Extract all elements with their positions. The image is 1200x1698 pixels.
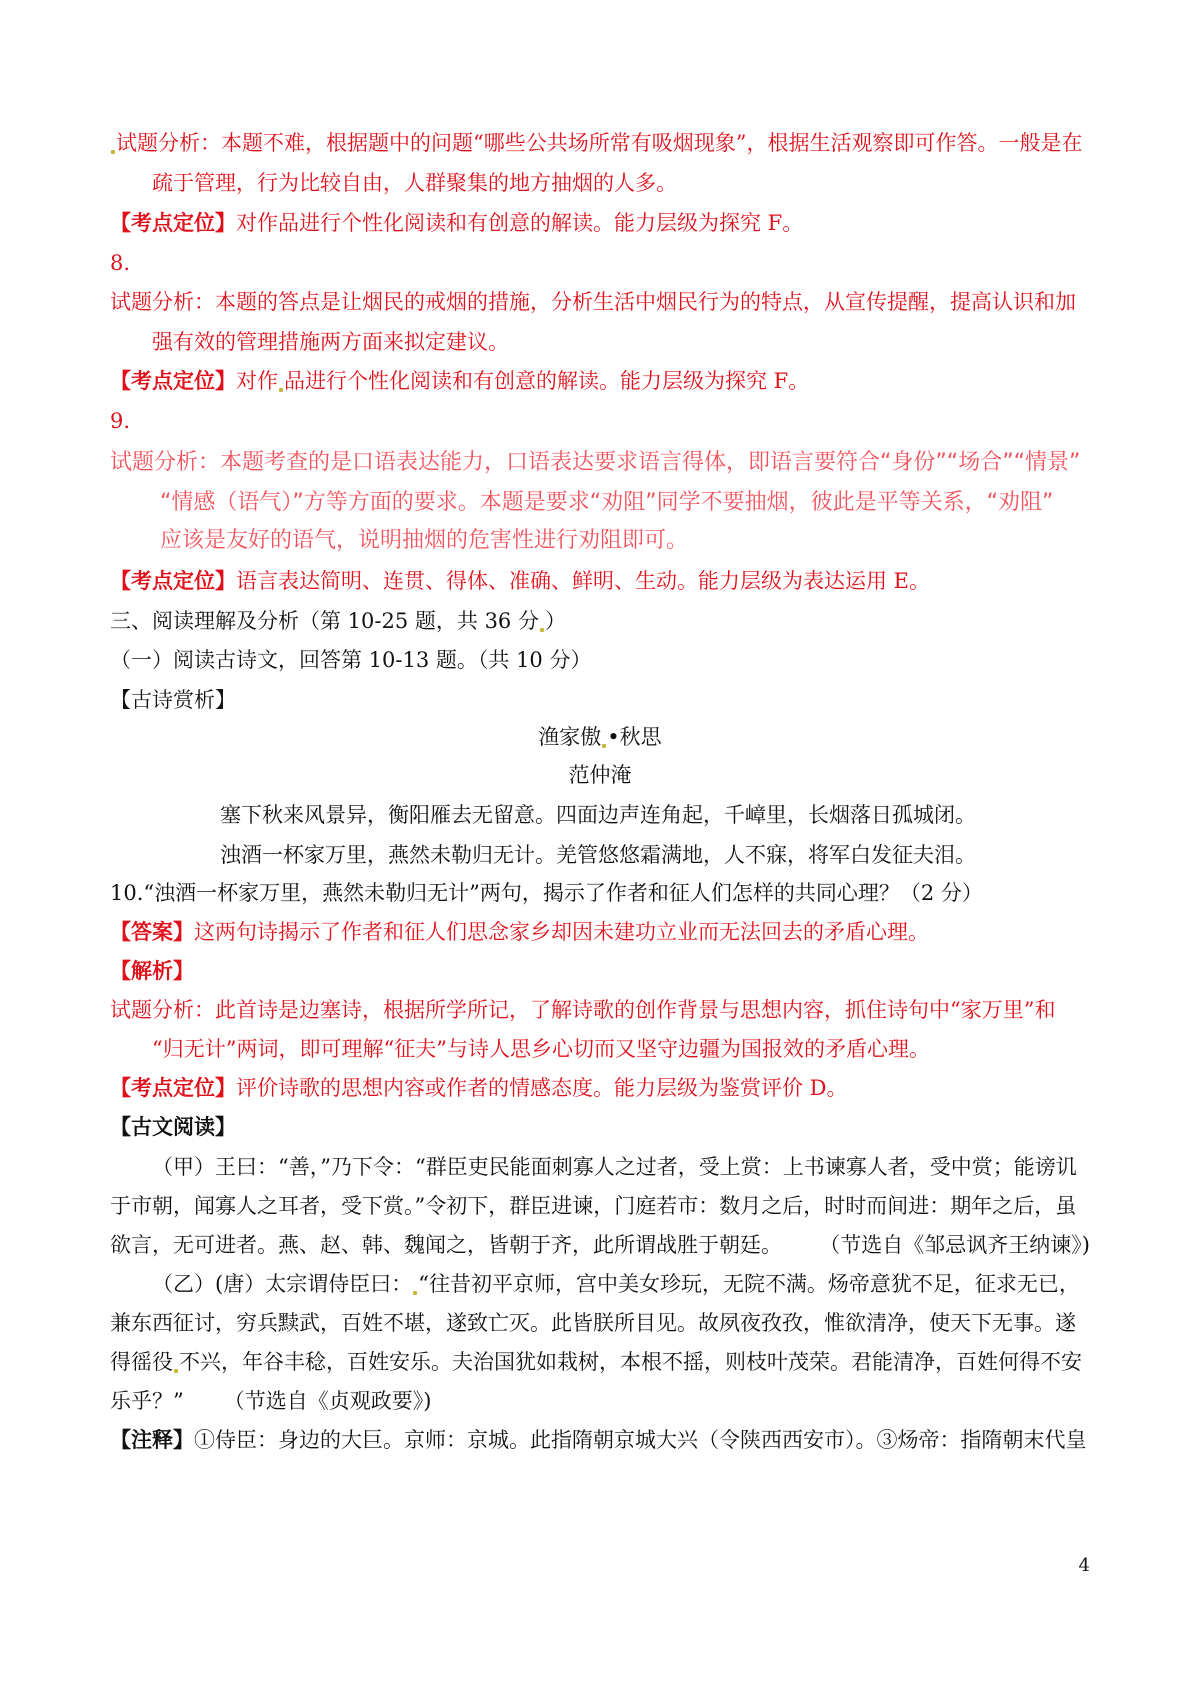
analysis-9-line-3: 应该是友好的语气，说明抽烟的危害性进行劝阻即可。: [160, 528, 689, 553]
part-one-heading: （一）阅读古诗文，回答第 10-13 题。（共 10 分）: [110, 648, 592, 672]
speck-mark: [279, 388, 283, 392]
page-number: 4: [1078, 1555, 1090, 1576]
analysis-7-line-1: 试题分析：本题不难，根据题中的问题“哪些公共场所常有吸烟现象”，根据生活观察即可作答。一般是在: [110, 128, 1082, 158]
question-10: 10.“浊酒一杯家万里，燕然未勒归无计”两句，揭示了作者和征人们怎样的共同心理？（2 分）: [110, 881, 983, 905]
prose-section-label: 【古文阅读】: [110, 1114, 236, 1139]
section-three-heading: 三、阅读理解及分析（第 10-25 题，共 36 分 ）: [110, 609, 566, 633]
passage-yi-line-4: 乐乎？” （节选自《贞观政要》): [110, 1389, 432, 1413]
poem-line-1: 塞下秋来风景异，衡阳雁去无留意。四面边声连角起，千嶂里，长烟落日孤城闭。: [220, 803, 976, 827]
poem-section-label: 【古诗赏析】: [110, 688, 236, 712]
kaodian-9: 【考点定位】语言表达简明、连贯、得体、准确、鲜明、生动。能力层级为表达运用 E。: [110, 568, 931, 593]
kaodian-8: 【考点定位】对作 品进行个性化阅读和有创意的解读。能力层级为探究 F。: [110, 368, 810, 393]
speck-mark: [111, 150, 115, 154]
analysis-9-line-2: “情感（语气）”方等方面的要求。本题是要求“劝阻”同学不要抽烟，彼此是平等关系，“劝阻”: [160, 490, 1054, 515]
passage-jia-source: （节选自《邹忌讽齐王纳谏》): [819, 1233, 1090, 1257]
kaodian-7: 【考点定位】对作品进行个性化阅读和有创意的解读。能力层级为探究 F。: [110, 210, 804, 235]
passage-yi-line-2: 兼东西征讨，穷兵黩武，百姓不堪，遂致亡灭。此皆朕所目见。故夙夜孜孜，惟欲清净，使天下无事。遂: [110, 1311, 1076, 1335]
speck-mark: [540, 628, 544, 632]
passage-yi-line-3: 得徭役 不兴，年谷丰稔，百姓安乐。夫治国犹如栽树，本根不摇，则枝叶茂荣。君能清净，百姓何得不安: [110, 1350, 1082, 1374]
poem-title: 渔家傲 •秋思: [538, 725, 662, 749]
analysis-7-line-2: 疏于管理，行为比较自由，人群聚集的地方抽烟的人多。: [152, 171, 677, 195]
speck-mark: [174, 1369, 178, 1373]
analysis-10-line-1: 试题分析：此首诗是边塞诗，根据所学所记，了解诗歌的创作背景与思想内容，抓住诗句中“家万里”和: [110, 998, 1056, 1022]
speck-mark: [413, 1291, 417, 1295]
passage-jia-line-3: 欲言，无可进者。燕、赵、韩、魏闻之，皆朝于齐，此所谓战胜于朝廷。: [110, 1233, 782, 1257]
passage-jia-line-1: （甲）王曰：“善，”乃下令：“群臣吏民能面刺寡人之过者，受上赏：上书谏寡人者，受中赏；能谤讥: [152, 1155, 1077, 1179]
poem-author: 范仲淹: [568, 763, 632, 787]
question-number-9: 9.: [110, 409, 131, 433]
question-number-8: 8.: [110, 251, 131, 275]
analysis-9-line-1: 试题分析：本题考查的是口语表达能力，口语表达要求语言得体，即语言要符合“身份”“场合”“情景”: [110, 450, 1081, 475]
jiexi-label: 【解析】: [110, 958, 194, 983]
passage-yi-line-1: （乙）(唐）太宗谓侍臣曰： “往昔初平京师，宫中美女珍玩，无院不满。炀帝意犹不足，征求无已，: [152, 1272, 1080, 1296]
analysis-8-line-1: 试题分析：本题的答点是让烟民的戒烟的措施，分析生活中烟民行为的特点，从宣传提醒，提高认识和加: [110, 290, 1076, 314]
analysis-10-line-2: “归无计”两词，即可理解“征夫”与诗人思乡心切而又坚守边疆为国报效的矛盾心理。: [152, 1037, 930, 1061]
passage-jia-line-2: 于市朝，闻寡人之耳者，受下赏。”令初下，群臣进谏，门庭若市：数月之后，时时而间进：期年之后，虽: [110, 1194, 1077, 1218]
answer-10: 【答案】这两句诗揭示了作者和征人们思念家乡却因未建功立业而无法回去的矛盾心理。: [110, 919, 929, 944]
passage-yi-source: （节选自《贞观政要》): [223, 1389, 432, 1413]
kaodian-10: 【考点定位】评价诗歌的思想内容或作者的情感态度。能力层级为鉴赏评价 D。: [110, 1075, 848, 1100]
notes-line: 【注释】①侍臣：身边的大巨。京师：京城。此指隋朝京城大兴（令陕西西安市）。③炀帝：指隋朝末代皇: [110, 1427, 1087, 1452]
speck-mark: [602, 744, 606, 748]
analysis-8-line-2: 强有效的管理措施两方面来拟定建议。: [152, 330, 509, 354]
poem-line-2: 浊酒一杯家万里，燕然未勒归无计。羌管悠悠霜满地，人不寐，将军白发征夫泪。: [220, 843, 976, 867]
